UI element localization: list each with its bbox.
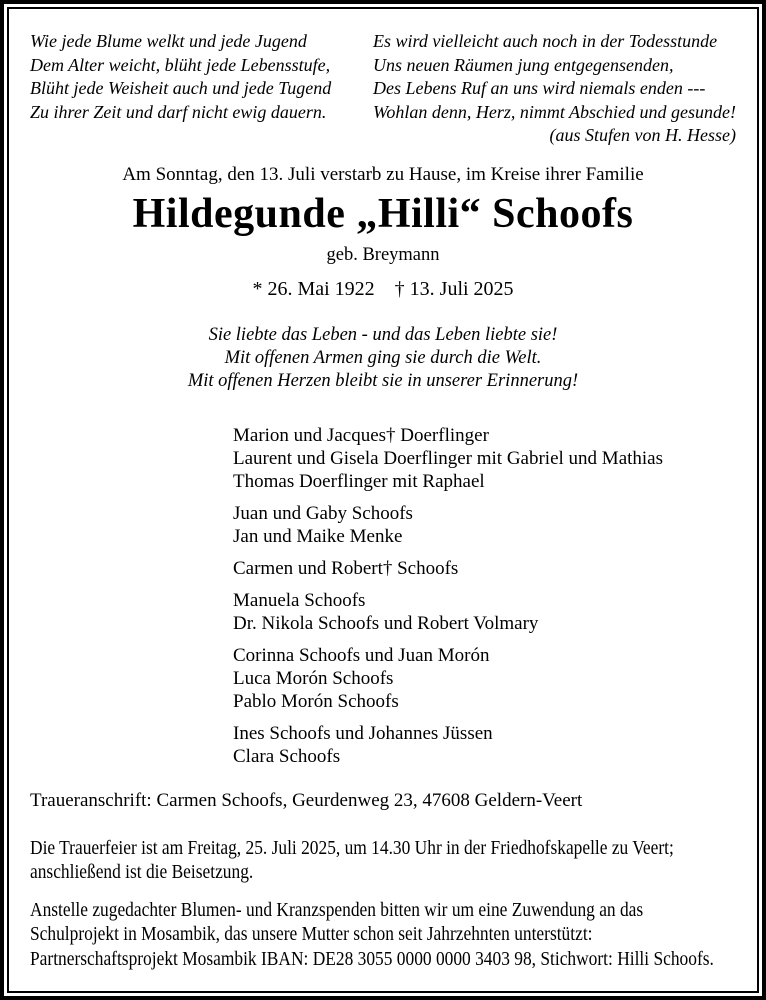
mourner-line: Luca Morón Schoofs: [233, 667, 394, 689]
mourner-line: Corinna Schoofs und Juan Morón: [233, 644, 490, 666]
poem-line: Dem Alter weicht, blüht jede Lebensstufe,: [30, 54, 331, 75]
funeral-notice-line: Die Trauerfeier ist am Freitag, 25. Juli 2025, um 14.30 Uhr in der Friedhofskapelle zu Veert;: [30, 836, 674, 859]
life-dates: [30, 277, 736, 301]
poem-right-column: [373, 30, 736, 148]
mourner-group: [233, 557, 736, 580]
mourner-line: Dr. Nikola Schoofs und Robert Volmary: [233, 612, 539, 634]
mourner-line: Manuela Schoofs: [233, 589, 366, 611]
maiden-name: geb. Breymann: [326, 244, 440, 265]
funeral-notice: [30, 836, 736, 885]
donation-notice-line: Schulprojekt in Mosambik, das unsere Mutter schon seit Jahrzehnten unterstützt:: [30, 923, 593, 945]
tribute-line: Mit offenen Herzen bleibt sie in unserer Erinnerung!: [187, 370, 579, 391]
mourner-line: Juan und Gaby Schoofs: [233, 502, 413, 524]
tribute-text: [30, 324, 736, 393]
opening-poem: [30, 30, 736, 148]
mourner-line: Laurent und Gisela Doerflinger mit Gabriel und Mathias: [233, 447, 664, 469]
obituary-content: [9, 9, 757, 991]
donation-notice-line: Anstelle zugedachter Blumen- und Kranzspenden bitten wir um eine Zuwendung an das: [30, 898, 644, 921]
mourners-list: [233, 424, 736, 768]
mourner-line: Pablo Morón Schoofs: [233, 690, 399, 712]
donation-notice: [30, 898, 736, 972]
mourner-line: Clara Schoofs: [233, 745, 341, 767]
death-date: † 13. Juli 2025: [394, 277, 514, 300]
mourner-line: Ines Schoofs und Johannes Jüssen: [233, 722, 493, 744]
funeral-notice-line: anschließend ist die Beisetzung.: [30, 861, 254, 883]
poem-attribution: (aus Stufen von H. Hesse): [549, 125, 736, 145]
birth-date: * 26. Mai 1922: [252, 277, 375, 300]
tribute-line: Mit offenen Armen ging sie durch die Welt.: [224, 347, 542, 368]
mourner-group: [233, 644, 736, 713]
poem-left-column: [30, 30, 331, 148]
poem-line: Wohlan denn, Herz, nimmt Abschied und gesunde!: [373, 101, 736, 122]
deceased-name: Hildegunde „Hilli“ Schoofs: [132, 190, 634, 237]
poem-line: Zu ihrer Zeit und darf nicht ewig dauern.: [30, 101, 327, 122]
condolence-address: Traueranschrift: Carmen Schoofs, Geurdenweg 23, 47608 Geldern-Veert: [30, 789, 583, 811]
mourner-line: Thomas Doerflinger mit Raphael: [233, 470, 485, 492]
donation-notice-line: Partnerschaftsprojekt Mosambik IBAN: DE28 3055 0000 0000 3403 98, Stichwort: Hilli Schoofs.: [30, 947, 714, 970]
mourner-line: Marion und Jacques† Doerflinger: [233, 424, 489, 446]
poem-line: Wie jede Blume welkt und jede Jugend: [30, 31, 307, 51]
mourner-group: [233, 424, 736, 493]
poem-line: Uns neuen Räumen jung entgegensenden,: [373, 54, 674, 75]
tribute-line: Sie liebte das Leben - und das Leben liebte sie!: [208, 324, 558, 345]
mourner-line: Jan und Maike Menke: [233, 525, 403, 547]
mourner-group: [233, 589, 736, 635]
poem-line: Es wird vielleicht auch noch in der Todesstunde: [373, 31, 718, 51]
mourner-line: Carmen und Robert† Schoofs: [233, 557, 459, 579]
mourner-group: [233, 502, 736, 548]
poem-line: Des Lebens Ruf an uns wird niemals enden ---: [373, 78, 706, 98]
poem-line: Blüht jede Weisheit auch und jede Tugend: [30, 78, 332, 98]
death-announcement-line: Am Sonntag, den 13. Juli verstarb zu Hause, im Kreise ihrer Familie: [122, 163, 644, 185]
mourner-group: [233, 722, 736, 768]
